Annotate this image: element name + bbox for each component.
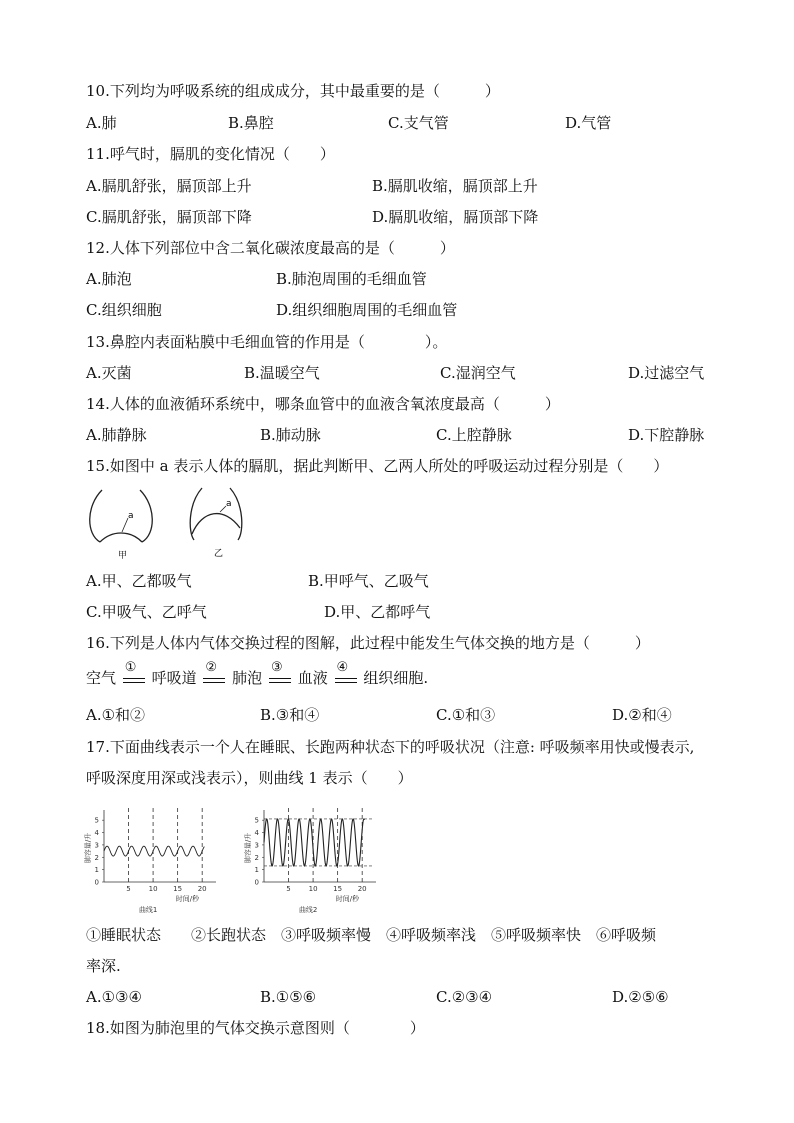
diaphragm-left xyxy=(100,533,142,542)
q10-option-c: C.支气管 xyxy=(388,114,449,132)
q11-option-b: B.膈肌收缩，膈顶部上升 xyxy=(372,177,538,195)
q16-option-d: D.②和④ xyxy=(612,706,672,724)
y-tick-label: 0 xyxy=(94,878,99,887)
diaphragm-figure xyxy=(84,484,254,564)
q13-option-b: B.温暖空气 xyxy=(244,364,320,382)
chain-item-alveoli: 肺泡 xyxy=(232,669,263,687)
y-tick-label: 2 xyxy=(254,853,259,862)
diaphragm-right xyxy=(192,514,240,534)
q10-option-a: A.肺 xyxy=(86,114,117,132)
chest-outline-left xyxy=(90,490,153,542)
label-a-left: a xyxy=(128,511,134,521)
y-tick-label: 1 xyxy=(254,866,259,875)
q13-stem: 13.鼻腔内表面粘膜中毛细血管的作用是（ ）。 xyxy=(86,333,448,351)
y-axis-label: 肺容量/升 xyxy=(84,832,92,864)
caption-right: 乙 xyxy=(214,549,224,559)
chain-item-tissue-cells: 组织细胞. xyxy=(363,669,429,687)
q11-stem: 11.呼气时，膈肌的变化情况（ ） xyxy=(86,145,335,163)
q16-option-a: A.①和② xyxy=(86,706,146,724)
chain-item-air: 空气 xyxy=(86,669,117,687)
q12-option-d: D.组织细胞周围的毛细血管 xyxy=(276,301,458,319)
q17-statements-line2: 率深. xyxy=(86,957,121,975)
x-tick-label: 10 xyxy=(308,885,318,893)
x-tick-label: 10 xyxy=(148,885,158,893)
q17-stem-line2: 呼吸深度用深或浅表示），则曲线 1 表示（ ） xyxy=(86,769,413,787)
x-tick-label: 15 xyxy=(173,885,183,893)
q14-option-b: B.肺动脉 xyxy=(260,426,321,444)
q10-option-d: D.气管 xyxy=(565,114,612,132)
y-tick-label: 4 xyxy=(254,829,259,838)
y-tick-label: 4 xyxy=(94,829,99,838)
q12-option-a: A.肺泡 xyxy=(86,270,132,288)
breathing-curve xyxy=(104,846,204,856)
q16-option-c: C.①和③ xyxy=(436,706,496,724)
q12-option-c: C.组织细胞 xyxy=(86,301,162,319)
double-arrow-4: ④ xyxy=(333,668,359,690)
q15-option-c: C.甲吸气、乙呼气 xyxy=(86,603,207,621)
q13-option-d: D.过滤空气 xyxy=(628,364,705,382)
y-tick-label: 3 xyxy=(94,841,99,850)
y-tick-label: 2 xyxy=(94,853,99,862)
q15-option-a: A.甲、乙都吸气 xyxy=(86,572,192,590)
q17-option-c: C.②③④ xyxy=(436,988,493,1006)
q14-option-a: A.肺静脉 xyxy=(86,426,147,444)
q15-stem: 15.如图中 a 表示人体的膈肌，据此判断甲、乙两人所处的呼吸运动过程分别是（ ） xyxy=(86,457,669,475)
q17-option-d: D.②⑤⑥ xyxy=(612,988,669,1006)
curve1-chart xyxy=(84,804,224,916)
q14-option-d: D.下腔静脉 xyxy=(628,426,705,444)
q14-stem: 14.人体的血液循环系统中，哪条血管中的血液含氧浓度最高（ ） xyxy=(86,395,560,413)
q11-option-c: C.膈肌舒张，膈顶部下降 xyxy=(86,208,252,226)
x-tick-label: 20 xyxy=(197,885,207,893)
q17-stem-line1: 17.下面曲线表示一个人在睡眠、长跑两种状态下的呼吸状况（注意: 呼吸频率用快或慢表示, xyxy=(86,738,695,756)
x-tick-label: 20 xyxy=(357,885,367,893)
q16-stem: 16.下列是人体内气体交换过程的图解，此过程中能发生气体交换的地方是（ ） xyxy=(86,634,650,652)
q15-option-d: D.甲、乙都呼气 xyxy=(324,603,431,621)
chart-title: 曲线2 xyxy=(298,906,318,914)
q13-option-c: C.湿润空气 xyxy=(440,364,516,382)
q12-stem: 12.人体下列部位中含二氧化碳浓度最高的是（ ） xyxy=(86,239,455,257)
q15-option-b: B.甲呼气、乙吸气 xyxy=(308,572,429,590)
double-arrow-3: ③ xyxy=(267,668,293,690)
y-tick-label: 3 xyxy=(254,841,259,850)
q10-stem: 10.下列均为呼吸系统的组成成分，其中最重要的是（ ） xyxy=(86,82,500,100)
q11-option-d: D.膈肌收缩，膈顶部下降 xyxy=(372,208,539,226)
y-tick-label: 0 xyxy=(254,878,259,887)
gas-exchange-chain xyxy=(86,660,429,690)
q17-option-b: B.①⑤⑥ xyxy=(260,988,317,1006)
caption-left: 甲 xyxy=(118,551,128,561)
x-axis-label: 时间/秒 xyxy=(175,895,200,903)
q10-option-b: B.鼻腔 xyxy=(228,114,274,132)
x-tick-label: 5 xyxy=(126,885,131,893)
q17-statements-line1: ①睡眠状态 ②长跑状态 ③呼吸频率慢 ④呼吸频率浅 ⑤呼吸频率快 ⑥呼吸频 xyxy=(86,926,657,944)
breathing-curve xyxy=(264,819,364,866)
q13-option-a: A.灭菌 xyxy=(86,364,132,382)
q17-option-a: A.①③④ xyxy=(86,988,142,1006)
double-arrow-2: ② xyxy=(201,668,227,690)
double-arrow-1: ① xyxy=(121,668,147,690)
y-tick-label: 5 xyxy=(94,816,99,825)
x-axis-label: 时间/秒 xyxy=(335,895,360,903)
x-tick-label: 15 xyxy=(333,885,343,893)
q14-option-c: C.上腔静脉 xyxy=(436,426,512,444)
q18-stem: 18.如图为肺泡里的气体交换示意图则（ ） xyxy=(86,1019,425,1037)
y-tick-label: 5 xyxy=(254,816,259,825)
y-tick-label: 1 xyxy=(94,866,99,875)
curve2-chart xyxy=(244,804,384,916)
q16-option-b: B.③和④ xyxy=(260,706,320,724)
x-tick-label: 5 xyxy=(286,885,291,893)
chain-item-airway: 呼吸道 xyxy=(151,669,197,687)
y-axis-label: 肺容量/升 xyxy=(244,832,252,864)
label-a-right: a xyxy=(226,499,232,509)
chain-item-blood: 血液 xyxy=(297,669,328,687)
chart-title: 曲线1 xyxy=(138,906,158,914)
q12-option-b: B.肺泡周围的毛细血管 xyxy=(276,270,427,288)
q11-option-a: A.膈肌舒张，膈顶部上升 xyxy=(86,177,252,195)
